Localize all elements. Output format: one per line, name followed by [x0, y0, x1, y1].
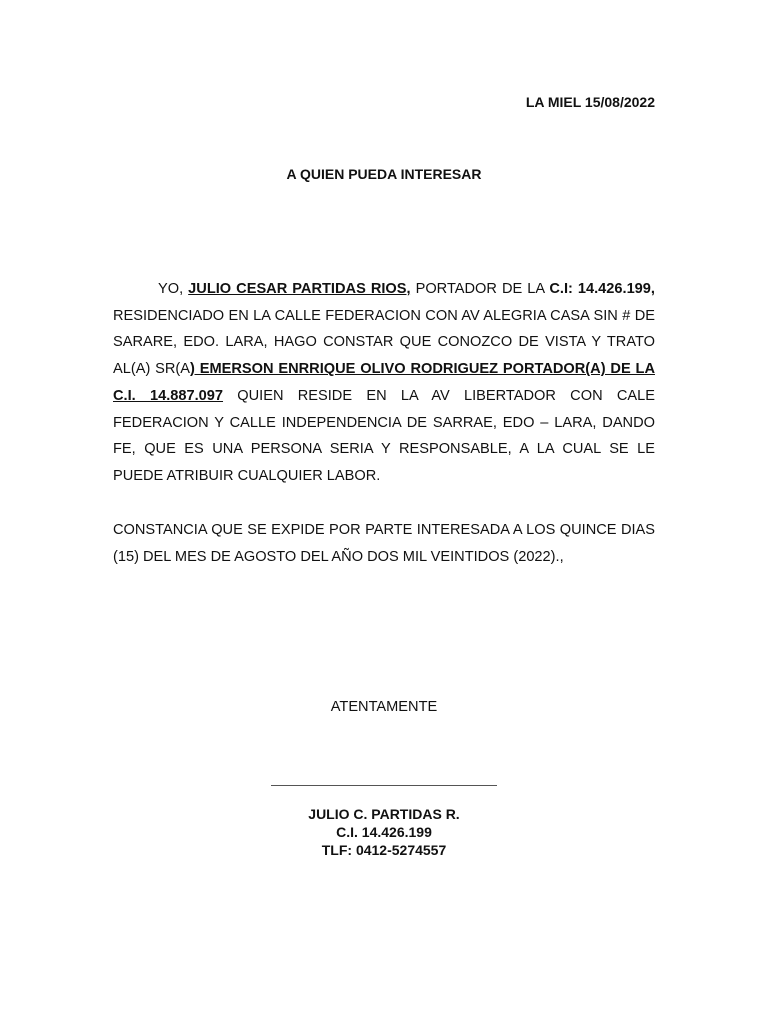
signer-block [0, 805, 768, 859]
date-line: LA MIEL 15/08/2022 [525, 94, 655, 110]
declarant-name: JULIO CESAR PARTIDAS RIOS, [188, 281, 411, 297]
signature-line [271, 785, 497, 786]
subject-residence-text: QUIEN RESIDE EN LA AV LIBERTADOR CON CALE FEDERACION Y CALLE INDEPENDENCIA DE SARRAE, EDO – LARA, DANDO FE, QUE ES UNA PERSONA SERIA Y RESPONSABLE, A LA CUAL SE LE PUEDE ATRIBUIR CUALQUIER LABOR. [113, 387, 655, 484]
subject-name-ci: ) EMERSON ENRRIQUE OLIVO RODRIGUEZ PORTADOR(A) DE LA C.I. 14.887.097 [113, 361, 655, 404]
residence-text: RESIDENCIADO EN LA CALLE FEDERACION CON AV ALEGRIA CASA SIN # DE SARARE, EDO. LARA, HAGO CONSTAR QUE CONOZCO DE VISTA Y TRATO AL(A) SR(A [113, 307, 655, 378]
body-paragraph [113, 276, 655, 490]
signer-phone: TLF: 0412-5274557 [321, 842, 447, 858]
salutation-heading: A QUIEN PUEDA INTERESAR [286, 166, 482, 182]
declarant-ci: C.I: 14.426.199, [549, 281, 655, 297]
intro-text: YO, [158, 281, 189, 297]
signer-name: JULIO C. PARTIDAS R. [308, 806, 460, 822]
portador-text: PORTADOR DE LA [410, 281, 550, 297]
atentamente-text: ATENTAMENTE [330, 699, 438, 715]
signer-ci: C.I. 14.426.199 [336, 824, 432, 840]
constancia-paragraph: CONSTANCIA QUE SE EXPIDE POR PARTE INTERESADA A LOS QUINCE DIAS (15) DEL MES DE AGOSTO DEL AÑO DOS MIL VEINTIDOS (2022)., [113, 522, 655, 565]
